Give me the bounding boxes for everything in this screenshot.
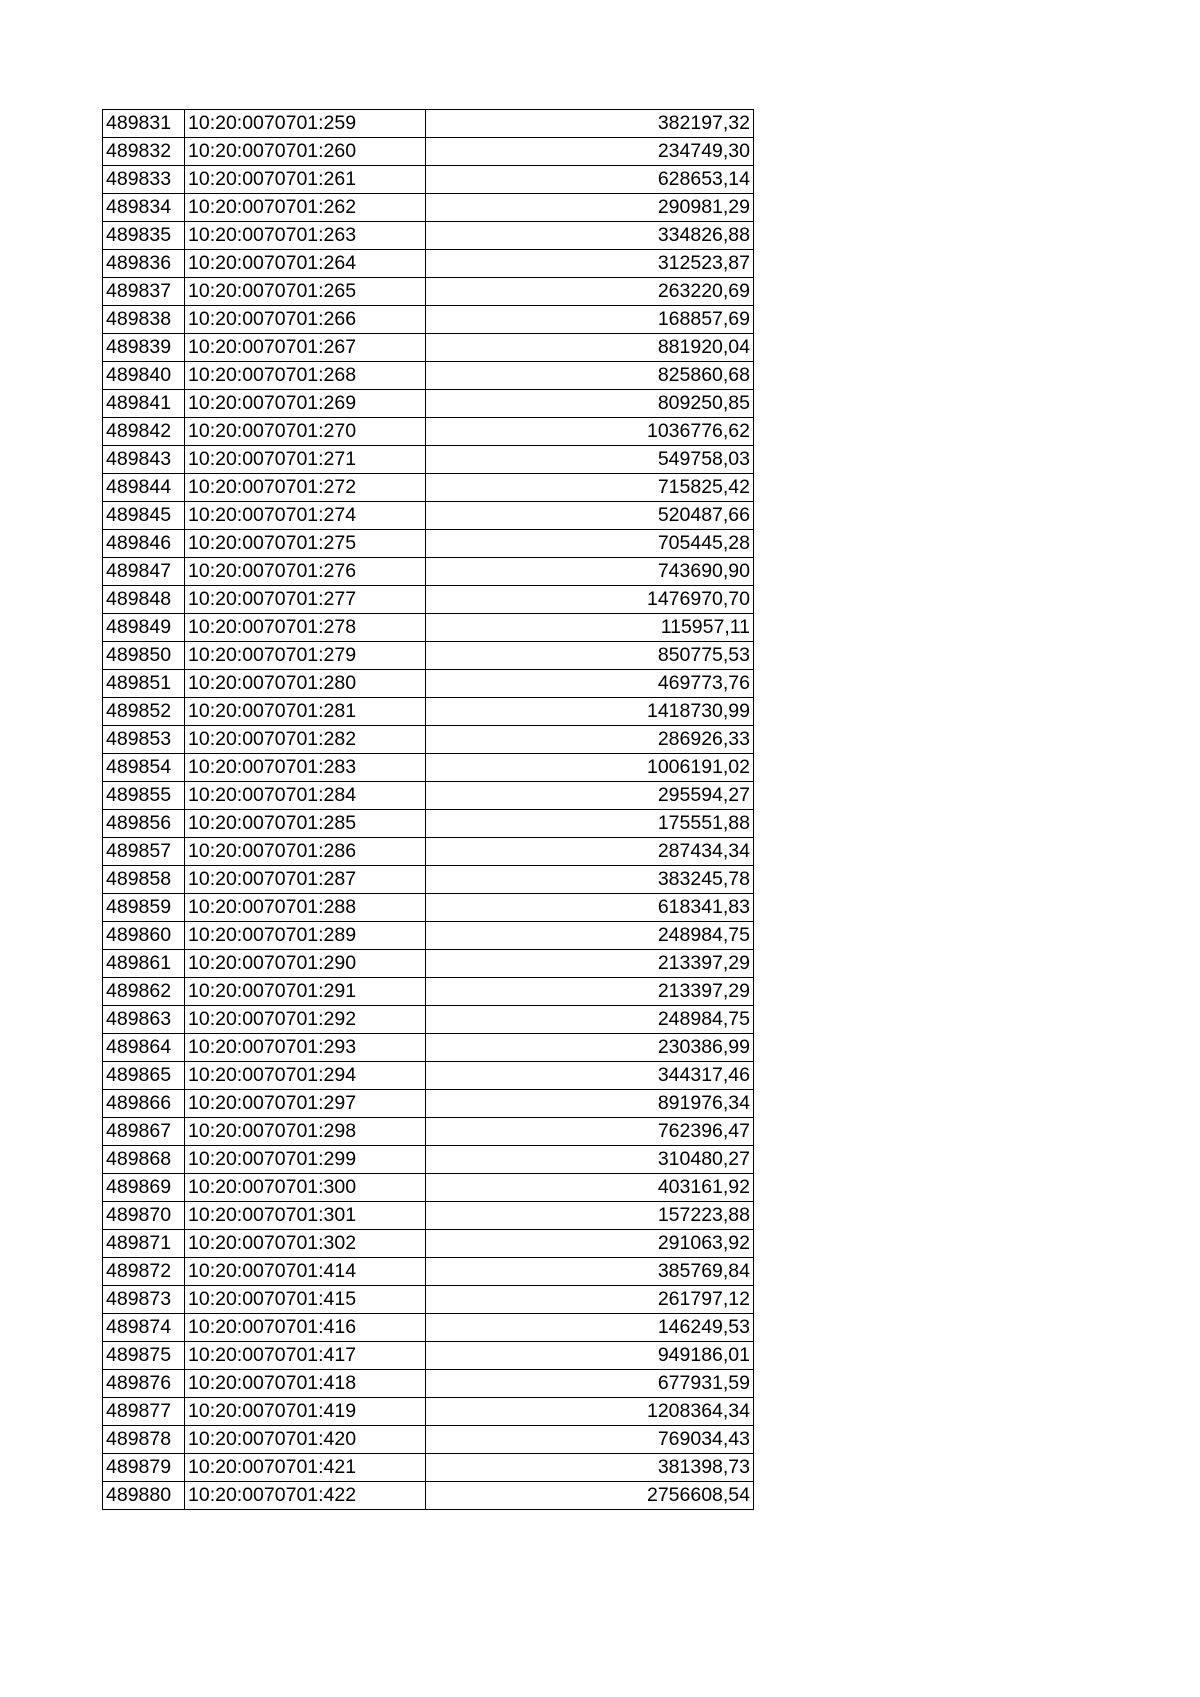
table-row <box>103 1090 754 1118</box>
cadastral-number-cell: 10:20:0070701:277 <box>185 586 426 614</box>
value-cell: 1418730,99 <box>426 698 754 726</box>
value-cell: 263220,69 <box>426 278 754 306</box>
value-cell: 1036776,62 <box>426 418 754 446</box>
row-number-cell: 489849 <box>103 614 185 642</box>
row-number-cell: 489853 <box>103 726 185 754</box>
cadastral-number-cell: 10:20:0070701:300 <box>185 1174 426 1202</box>
table-row <box>103 782 754 810</box>
row-number-cell: 489844 <box>103 474 185 502</box>
table-row <box>103 306 754 334</box>
value-cell: 469773,76 <box>426 670 754 698</box>
value-cell: 881920,04 <box>426 334 754 362</box>
table-row <box>103 670 754 698</box>
row-number-cell: 489855 <box>103 782 185 810</box>
value-cell: 234749,30 <box>426 138 754 166</box>
row-number-cell: 489850 <box>103 642 185 670</box>
value-cell: 1476970,70 <box>426 586 754 614</box>
table-row <box>103 1314 754 1342</box>
row-number-cell: 489878 <box>103 1426 185 1454</box>
value-cell: 287434,34 <box>426 838 754 866</box>
row-number-cell: 489842 <box>103 418 185 446</box>
cadastral-number-cell: 10:20:0070701:271 <box>185 446 426 474</box>
row-number-cell: 489869 <box>103 1174 185 1202</box>
cadastral-number-cell: 10:20:0070701:294 <box>185 1062 426 1090</box>
table-row <box>103 866 754 894</box>
table-row <box>103 362 754 390</box>
value-cell: 769034,43 <box>426 1426 754 1454</box>
value-cell: 743690,90 <box>426 558 754 586</box>
row-number-cell: 489840 <box>103 362 185 390</box>
row-number-cell: 489838 <box>103 306 185 334</box>
row-number-cell: 489871 <box>103 1230 185 1258</box>
cadastral-number-cell: 10:20:0070701:302 <box>185 1230 426 1258</box>
cadastral-number-cell: 10:20:0070701:422 <box>185 1482 426 1510</box>
table-row <box>103 530 754 558</box>
cadastral-number-cell: 10:20:0070701:301 <box>185 1202 426 1230</box>
table-row <box>103 110 754 138</box>
table-row <box>103 446 754 474</box>
value-cell: 2756608,54 <box>426 1482 754 1510</box>
value-cell: 715825,42 <box>426 474 754 502</box>
cadastral-number-cell: 10:20:0070701:419 <box>185 1398 426 1426</box>
table-row <box>103 558 754 586</box>
row-number-cell: 489866 <box>103 1090 185 1118</box>
row-number-cell: 489831 <box>103 110 185 138</box>
cadastral-number-cell: 10:20:0070701:270 <box>185 418 426 446</box>
value-cell: 383245,78 <box>426 866 754 894</box>
cadastral-number-cell: 10:20:0070701:275 <box>185 530 426 558</box>
row-number-cell: 489832 <box>103 138 185 166</box>
value-cell: 286926,33 <box>426 726 754 754</box>
row-number-cell: 489845 <box>103 502 185 530</box>
value-cell: 248984,75 <box>426 922 754 950</box>
table-body <box>103 110 754 1510</box>
row-number-cell: 489835 <box>103 222 185 250</box>
table-row <box>103 726 754 754</box>
table-row <box>103 894 754 922</box>
row-number-cell: 489848 <box>103 586 185 614</box>
row-number-cell: 489879 <box>103 1454 185 1482</box>
table-row <box>103 1398 754 1426</box>
value-cell: 115957,11 <box>426 614 754 642</box>
table-row <box>103 1006 754 1034</box>
value-cell: 1006191,02 <box>426 754 754 782</box>
row-number-cell: 489836 <box>103 250 185 278</box>
cadastral-number-cell: 10:20:0070701:260 <box>185 138 426 166</box>
table-row <box>103 166 754 194</box>
table-row <box>103 1454 754 1482</box>
table-row <box>103 1174 754 1202</box>
cadastral-number-cell: 10:20:0070701:418 <box>185 1370 426 1398</box>
cadastral-number-cell: 10:20:0070701:268 <box>185 362 426 390</box>
row-number-cell: 489861 <box>103 950 185 978</box>
row-number-cell: 489875 <box>103 1342 185 1370</box>
value-cell: 310480,27 <box>426 1146 754 1174</box>
cadastral-number-cell: 10:20:0070701:292 <box>185 1006 426 1034</box>
cadastral-number-cell: 10:20:0070701:283 <box>185 754 426 782</box>
row-number-cell: 489880 <box>103 1482 185 1510</box>
table-row <box>103 754 754 782</box>
value-cell: 628653,14 <box>426 166 754 194</box>
table-row <box>103 614 754 642</box>
cadastral-number-cell: 10:20:0070701:269 <box>185 390 426 418</box>
cadastral-number-cell: 10:20:0070701:282 <box>185 726 426 754</box>
row-number-cell: 489873 <box>103 1286 185 1314</box>
cadastral-number-cell: 10:20:0070701:280 <box>185 670 426 698</box>
cadastral-number-cell: 10:20:0070701:266 <box>185 306 426 334</box>
cadastral-number-cell: 10:20:0070701:416 <box>185 1314 426 1342</box>
row-number-cell: 489860 <box>103 922 185 950</box>
table-row <box>103 642 754 670</box>
cadastral-number-cell: 10:20:0070701:272 <box>185 474 426 502</box>
cadastral-number-cell: 10:20:0070701:291 <box>185 978 426 1006</box>
row-number-cell: 489858 <box>103 866 185 894</box>
table-row <box>103 838 754 866</box>
value-cell: 213397,29 <box>426 978 754 1006</box>
row-number-cell: 489843 <box>103 446 185 474</box>
value-cell: 312523,87 <box>426 250 754 278</box>
value-cell: 146249,53 <box>426 1314 754 1342</box>
cadastral-number-cell: 10:20:0070701:276 <box>185 558 426 586</box>
table-row <box>103 334 754 362</box>
cadastral-number-cell: 10:20:0070701:299 <box>185 1146 426 1174</box>
cadastral-number-cell: 10:20:0070701:417 <box>185 1342 426 1370</box>
value-cell: 520487,66 <box>426 502 754 530</box>
cadastral-number-cell: 10:20:0070701:265 <box>185 278 426 306</box>
row-number-cell: 489847 <box>103 558 185 586</box>
value-cell: 344317,46 <box>426 1062 754 1090</box>
table-row <box>103 586 754 614</box>
value-cell: 334826,88 <box>426 222 754 250</box>
cadastral-number-cell: 10:20:0070701:420 <box>185 1426 426 1454</box>
row-number-cell: 489872 <box>103 1258 185 1286</box>
value-cell: 618341,83 <box>426 894 754 922</box>
value-cell: 295594,27 <box>426 782 754 810</box>
row-number-cell: 489846 <box>103 530 185 558</box>
table-row <box>103 1370 754 1398</box>
row-number-cell: 489877 <box>103 1398 185 1426</box>
cadastral-number-cell: 10:20:0070701:262 <box>185 194 426 222</box>
cadastral-number-cell: 10:20:0070701:279 <box>185 642 426 670</box>
cadastral-number-cell: 10:20:0070701:288 <box>185 894 426 922</box>
value-cell: 825860,68 <box>426 362 754 390</box>
data-table <box>102 109 754 1510</box>
table-row <box>103 1426 754 1454</box>
value-cell: 677931,59 <box>426 1370 754 1398</box>
row-number-cell: 489867 <box>103 1118 185 1146</box>
row-number-cell: 489834 <box>103 194 185 222</box>
table-row <box>103 390 754 418</box>
table-row <box>103 1202 754 1230</box>
cadastral-number-cell: 10:20:0070701:289 <box>185 922 426 950</box>
value-cell: 762396,47 <box>426 1118 754 1146</box>
row-number-cell: 489865 <box>103 1062 185 1090</box>
value-cell: 382197,32 <box>426 110 754 138</box>
value-cell: 809250,85 <box>426 390 754 418</box>
row-number-cell: 489833 <box>103 166 185 194</box>
value-cell: 381398,73 <box>426 1454 754 1482</box>
table-row <box>103 1286 754 1314</box>
value-cell: 891976,34 <box>426 1090 754 1118</box>
table-row <box>103 1482 754 1510</box>
row-number-cell: 489856 <box>103 810 185 838</box>
cadastral-number-cell: 10:20:0070701:421 <box>185 1454 426 1482</box>
cadastral-number-cell: 10:20:0070701:414 <box>185 1258 426 1286</box>
row-number-cell: 489841 <box>103 390 185 418</box>
table-row <box>103 922 754 950</box>
table-row <box>103 250 754 278</box>
cadastral-number-cell: 10:20:0070701:415 <box>185 1286 426 1314</box>
table-row <box>103 810 754 838</box>
value-cell: 168857,69 <box>426 306 754 334</box>
cadastral-number-cell: 10:20:0070701:293 <box>185 1034 426 1062</box>
cadastral-number-cell: 10:20:0070701:278 <box>185 614 426 642</box>
cadastral-number-cell: 10:20:0070701:284 <box>185 782 426 810</box>
cadastral-number-cell: 10:20:0070701:298 <box>185 1118 426 1146</box>
cadastral-number-cell: 10:20:0070701:286 <box>185 838 426 866</box>
row-number-cell: 489859 <box>103 894 185 922</box>
table-row <box>103 1258 754 1286</box>
value-cell: 248984,75 <box>426 1006 754 1034</box>
row-number-cell: 489874 <box>103 1314 185 1342</box>
cadastral-number-cell: 10:20:0070701:297 <box>185 1090 426 1118</box>
table-row <box>103 418 754 446</box>
cadastral-number-cell: 10:20:0070701:290 <box>185 950 426 978</box>
value-cell: 403161,92 <box>426 1174 754 1202</box>
table-row <box>103 194 754 222</box>
value-cell: 1208364,34 <box>426 1398 754 1426</box>
row-number-cell: 489863 <box>103 1006 185 1034</box>
value-cell: 290981,29 <box>426 194 754 222</box>
row-number-cell: 489854 <box>103 754 185 782</box>
row-number-cell: 489852 <box>103 698 185 726</box>
cadastral-number-cell: 10:20:0070701:285 <box>185 810 426 838</box>
cadastral-number-cell: 10:20:0070701:287 <box>185 866 426 894</box>
table-row <box>103 502 754 530</box>
value-cell: 213397,29 <box>426 950 754 978</box>
value-cell: 291063,92 <box>426 1230 754 1258</box>
cadastral-number-cell: 10:20:0070701:274 <box>185 502 426 530</box>
row-number-cell: 489876 <box>103 1370 185 1398</box>
value-cell: 949186,01 <box>426 1342 754 1370</box>
table-row <box>103 474 754 502</box>
table-row <box>103 1230 754 1258</box>
cadastral-number-cell: 10:20:0070701:264 <box>185 250 426 278</box>
table-row <box>103 222 754 250</box>
table-row <box>103 1146 754 1174</box>
value-cell: 705445,28 <box>426 530 754 558</box>
row-number-cell: 489851 <box>103 670 185 698</box>
row-number-cell: 489864 <box>103 1034 185 1062</box>
table-row <box>103 138 754 166</box>
cadastral-number-cell: 10:20:0070701:263 <box>185 222 426 250</box>
table-row <box>103 1062 754 1090</box>
row-number-cell: 489862 <box>103 978 185 1006</box>
table-row <box>103 1118 754 1146</box>
value-cell: 549758,03 <box>426 446 754 474</box>
value-cell: 230386,99 <box>426 1034 754 1062</box>
table-row <box>103 978 754 1006</box>
table-row <box>103 1342 754 1370</box>
table-row <box>103 278 754 306</box>
table-row <box>103 698 754 726</box>
row-number-cell: 489870 <box>103 1202 185 1230</box>
cadastral-number-cell: 10:20:0070701:259 <box>185 110 426 138</box>
cadastral-number-cell: 10:20:0070701:267 <box>185 334 426 362</box>
row-number-cell: 489857 <box>103 838 185 866</box>
row-number-cell: 489839 <box>103 334 185 362</box>
row-number-cell: 489837 <box>103 278 185 306</box>
value-cell: 157223,88 <box>426 1202 754 1230</box>
value-cell: 385769,84 <box>426 1258 754 1286</box>
row-number-cell: 489868 <box>103 1146 185 1174</box>
value-cell: 261797,12 <box>426 1286 754 1314</box>
cadastral-number-cell: 10:20:0070701:281 <box>185 698 426 726</box>
value-cell: 175551,88 <box>426 810 754 838</box>
table-row <box>103 1034 754 1062</box>
value-cell: 850775,53 <box>426 642 754 670</box>
table-row <box>103 950 754 978</box>
cadastral-number-cell: 10:20:0070701:261 <box>185 166 426 194</box>
